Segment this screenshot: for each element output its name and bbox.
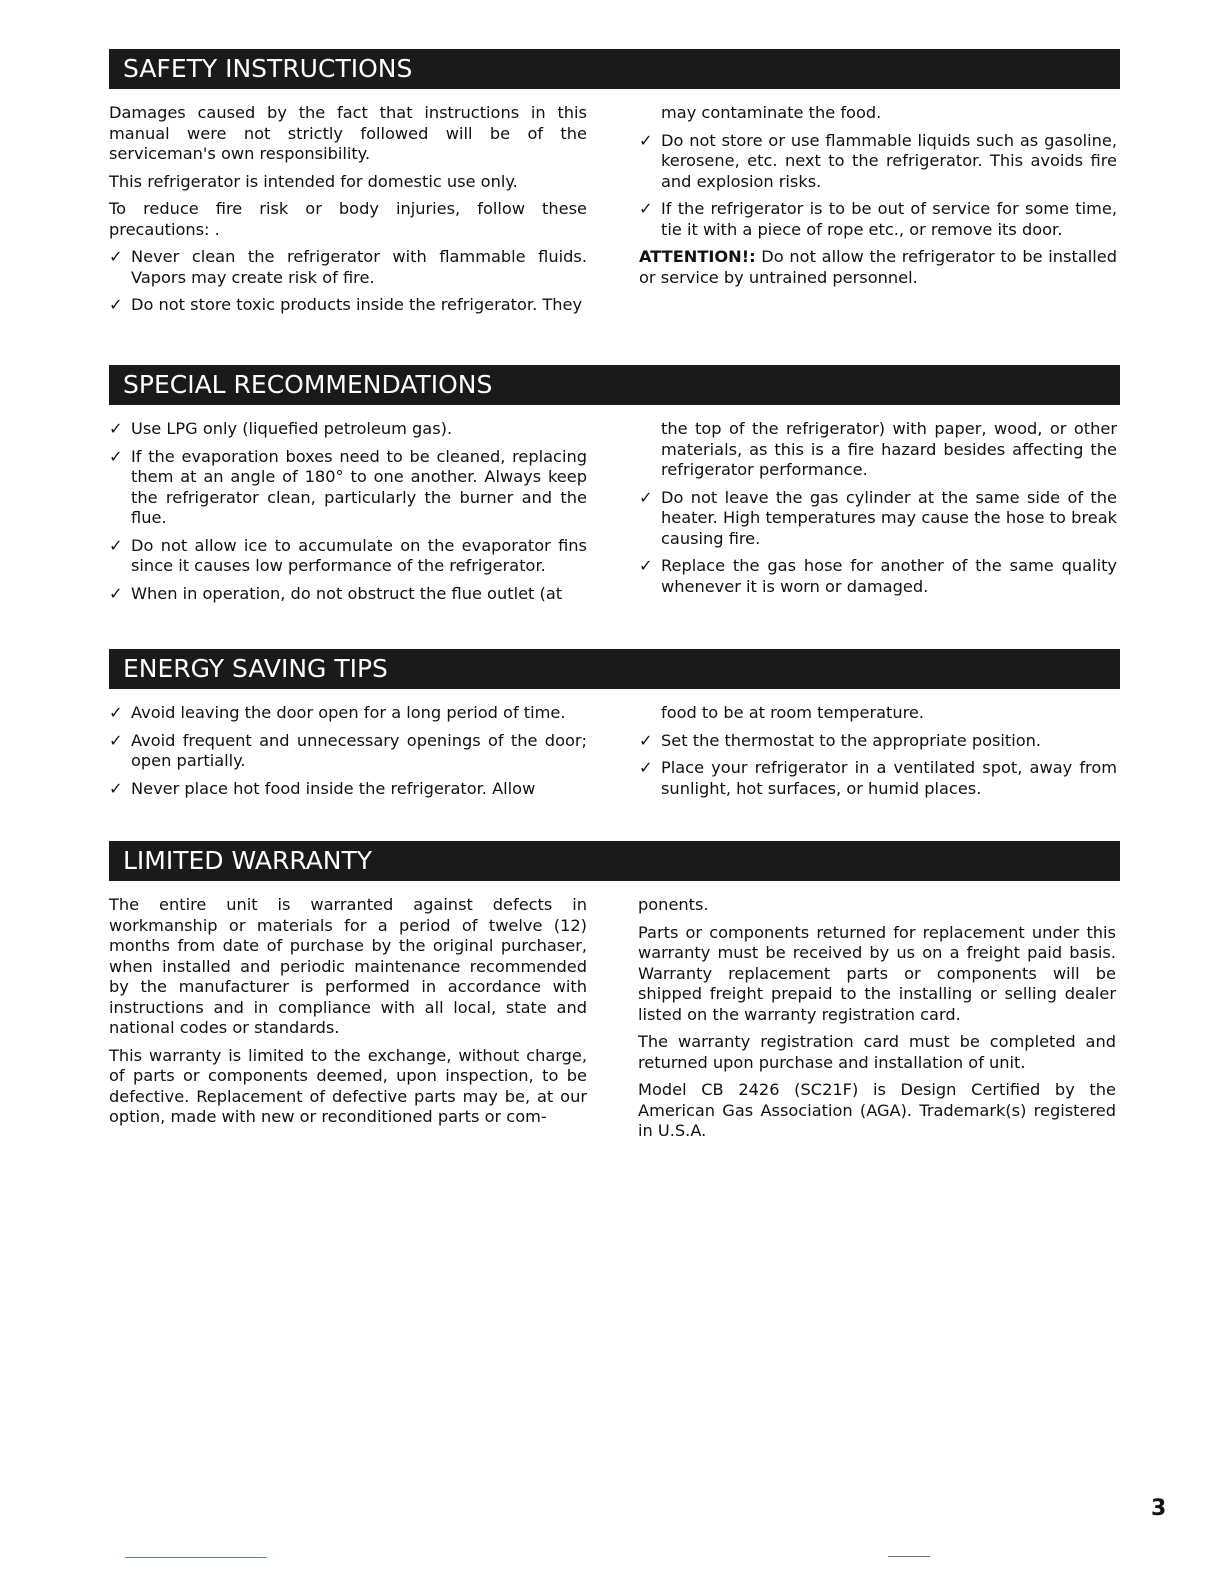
list-item: ✓ If the refrigerator is to be out of service for some time, tie it with a piece of rope etc., or remove its door. [639,199,1117,239]
attention-label: ATTENTION!: [639,247,756,266]
check-icon: ✓ [109,295,123,314]
special-left-column [109,419,587,611]
check-icon: ✓ [109,730,123,750]
safety-precautions: To reduce fire risk or body injuries, follow these precautions: . [109,199,587,239]
continued-text: may contaminate the food. [661,103,882,122]
check-icon: ✓ [639,199,653,218]
list-item: ✓ Do not allow ice to accumulate on the evaporator fins since it causes low performance of the refrigerator. [109,535,587,575]
energy-section [109,649,1120,798]
special-right-column [639,419,1117,604]
warranty-registration: The warranty registration card must be completed and returned upon purchase and installation of unit. [638,1032,1116,1072]
energy-right-column [639,703,1117,806]
warranty-returns: Parts or components returned for replacement under this warranty must be received by us on a freight paid basis. Warranty replacement parts or components will be shipped freight prepaid to the installing or selling dealer listed on the warranty registration card. [638,922,1116,1024]
warranty-right-column [638,895,1116,1149]
footer-dash [888,1556,930,1557]
check-icon: ✓ [109,247,123,266]
list-item: ✓ Avoid leaving the door open for a long period of time. [109,703,566,722]
warranty-coverage: The entire unit is warranted against defects in workmanship or materials for a period of twelve (12) months from date of purchase by the original purchaser, when installed and periodic maintenance recommended by the manufacturer is performed in accordance with instructions and in compliance with all local, state and national codes or standards. [109,895,587,1037]
check-icon: ✓ [639,130,653,150]
check-icon: ✓ [639,758,653,777]
list-item: ✓ Never clean the refrigerator with flammable fluids. Vapors may create risk of fire. [109,247,587,287]
footer-rule [125,1557,267,1558]
continued-text: ponents. [638,895,709,914]
special-title: SPECIAL RECOMMENDATIONS [109,365,1120,405]
warranty-left-column [109,895,587,1135]
continued-text: food to be at room temperature. [661,703,925,722]
safety-title: SAFETY INSTRUCTIONS [109,49,1120,89]
check-icon: ✓ [639,730,653,750]
warranty-section [109,841,1120,1140]
list-item: ✓ Do not leave the gas cylinder at the same side of the heater. High temperatures may cause the hose to break causing fire. [639,487,1117,548]
check-icon: ✓ [109,535,123,555]
list-item: ✓ Set the thermostat to the appropriate position. [639,730,1042,750]
check-icon: ✓ [109,446,123,466]
safety-section [109,49,1120,314]
list-item: ✓ Place your refrigerator in a ventilated spot, away from sunlight, hot surfaces, or humid places. [639,758,1117,798]
list-item: ✓ If the evaporation boxes need to be cleaned, replacing them at an angle of 180° to one another. Always keep the refrigerator clean, particularly the burner and the flue. [109,446,587,527]
warranty-limits: This warranty is limited to the exchange, without charge, of parts or components deemed, upon inspection, to be defective. Replacement of defective parts may be, at our option, made with new or reconditioned parts or com- [109,1045,587,1126]
energy-left-column [109,703,587,806]
list-item: ✓ Avoid frequent and unnecessary openings of the door; open partially. [109,730,587,770]
check-icon: ✓ [109,778,123,798]
check-icon: ✓ [639,556,653,575]
safety-left-column [109,103,587,323]
continued-text: the top of the refrigerator) with paper, wood, or other materials, as this is a fire hazard besides affecting the refrigerator performance. [661,419,1117,479]
safety-right-column [639,103,1117,295]
list-item: ✓ When in operation, do not obstruct the flue outlet (at [109,583,563,603]
list-item: ✓ Use LPG only (liquefied petroleum gas). [109,419,453,438]
warranty-title: LIMITED WARRANTY [109,841,1120,881]
warranty-certification: Model CB 2426 (SC21F) is Design Certified by the American Gas Association (AGA). Trademark(s) registered in U.S.A. [638,1080,1116,1140]
list-item: ✓ Do not store toxic products inside the refrigerator. They [109,295,583,314]
list-item: ✓ Replace the gas hose for another of the same quality whenever it is worn or damaged. [639,556,1117,596]
check-icon: ✓ [109,583,123,603]
check-icon: ✓ [639,487,653,507]
safety-intro: Damages caused by the fact that instructions in this manual were not strictly followed will be of the serviceman's own responsibility. [109,103,587,163]
safety-domestic: This refrigerator is intended for domestic use only. [109,171,518,191]
check-icon: ✓ [109,419,123,438]
check-icon: ✓ [109,703,123,722]
attention-note: ATTENTION!: Do not allow the refrigerator to be installed or service by untrained personnel. [639,247,1117,287]
page-number: 3 [1151,1496,1167,1521]
list-item: ✓ Do not store or use flammable liquids such as gasoline, kerosene, etc. next to the refrigerator. This avoids fire and explosion risks. [639,130,1117,191]
energy-title: ENERGY SAVING TIPS [109,649,1120,689]
special-section [109,365,1120,603]
list-item: ✓ Never place hot food inside the refrigerator. Allow [109,778,536,798]
